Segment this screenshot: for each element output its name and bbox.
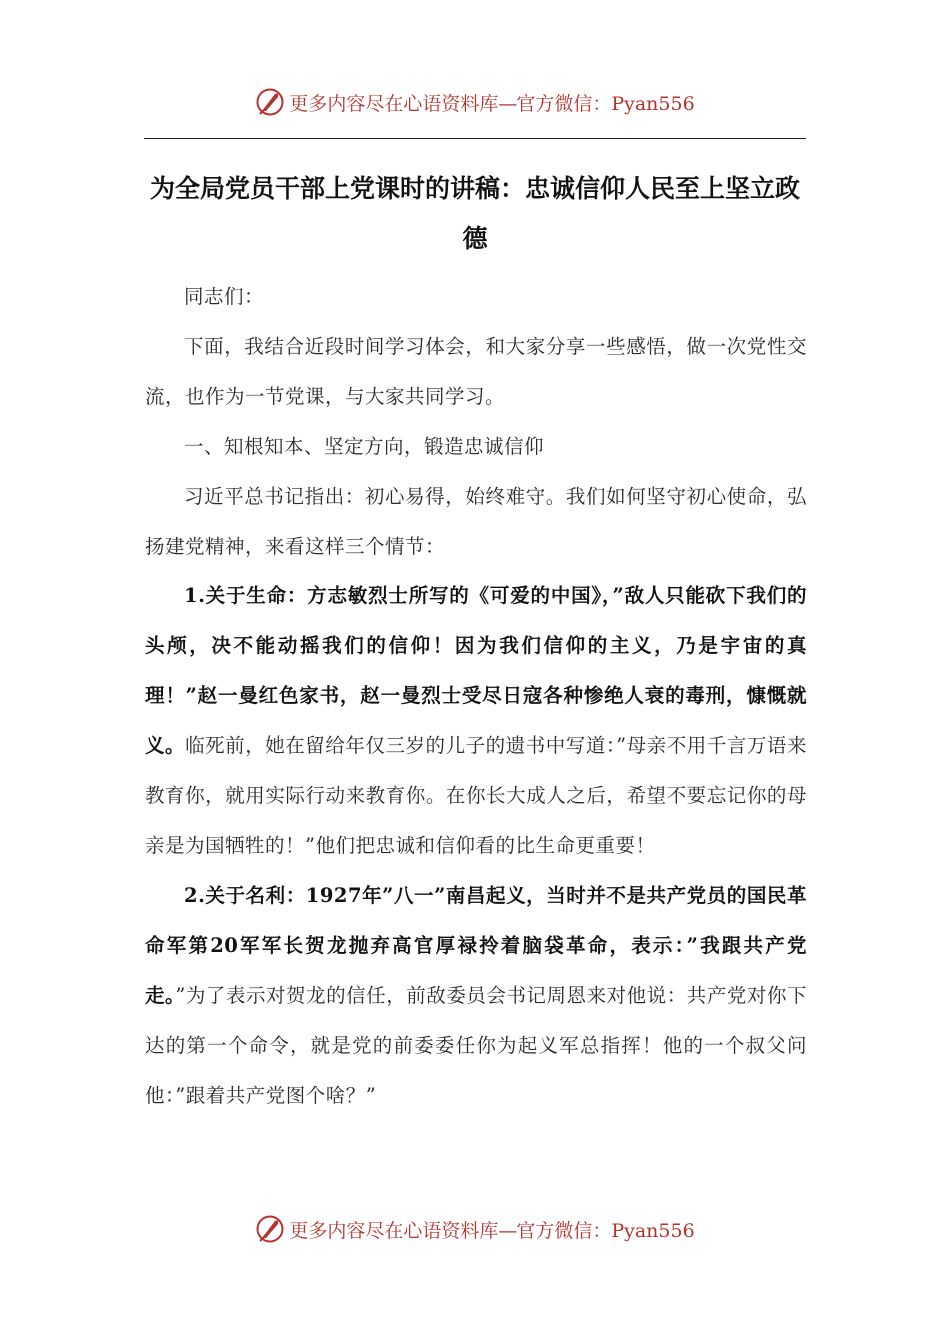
watermark-text: 更多内容尽在心语资料库—官方微信：Pyan556 — [289, 92, 695, 115]
header-watermark — [0, 80, 950, 124]
item-2-paragraph — [145, 871, 807, 1121]
section-intro-paragraph: 习近平总书记指出：初心易得，始终难守。我们如何坚守初心使命，弘扬建党精神，来看这样三个情节： — [145, 484, 807, 558]
header-divider — [144, 138, 806, 139]
quill-pen-logo-icon — [255, 87, 285, 117]
item-2-bold-text: 2.关于名利：1927年”八一”南昌起义，当时并不是共产党员的国民革命军第20军军长贺龙抛弃高官厚禄拎着脑袋革命，表示：”我跟共产党走。 — [145, 883, 807, 1007]
intro-paragraph: 下面，我结合近段时间学习体会，和大家分享一些感悟，做一次党性交流，也作为一节党课，与大家共同学习。 — [145, 334, 807, 408]
item-2-text: ”为了表示对贺龙的信任，前敌委员会书记周恩来对他说：共产党对你下达的第一个命令，就是党的前委委任你为起义军总指挥！他的一个叔父问他：”跟着共产党图个啥？” — [145, 983, 807, 1107]
quill-pen-logo-icon — [255, 1214, 285, 1244]
item-1-text: 临死前，她在留给年仅三岁的儿子的遗书中写道：”母亲不用千言万语来教育你，就用实际行动来教育你。在你长大成人之后，希望不要忘记你的母亲是为国牺牲的！”他们把忠诚和信仰看的比生命更重要！ — [145, 734, 807, 857]
salutation: 同志们： — [184, 285, 265, 308]
footer-watermark — [0, 1207, 950, 1251]
watermark-text: 更多内容尽在心语资料库—官方微信：Pyan556 — [289, 1219, 695, 1242]
item-1-bold-text: 1.关于生命：方志敏烈士所写的《可爱的中国》，”敌人只能砍下我们的头颅，决不能动摇我们的信仰！因为我们信仰的主义，乃是宇宙的真理！”赵一曼红色家书，赵一曼烈士受尽日寇各种惨绝人衰的毒刑，慷慨就义。 — [145, 584, 807, 758]
document-body — [145, 272, 807, 1120]
item-1-paragraph — [145, 571, 807, 870]
document-title: 为全局党员干部上党课时的讲稿：忠诚信仰人民至上坚立政德 — [149, 174, 800, 253]
section-heading: 一、知根知本、坚定方向，锻造忠诚信仰 — [184, 434, 545, 458]
